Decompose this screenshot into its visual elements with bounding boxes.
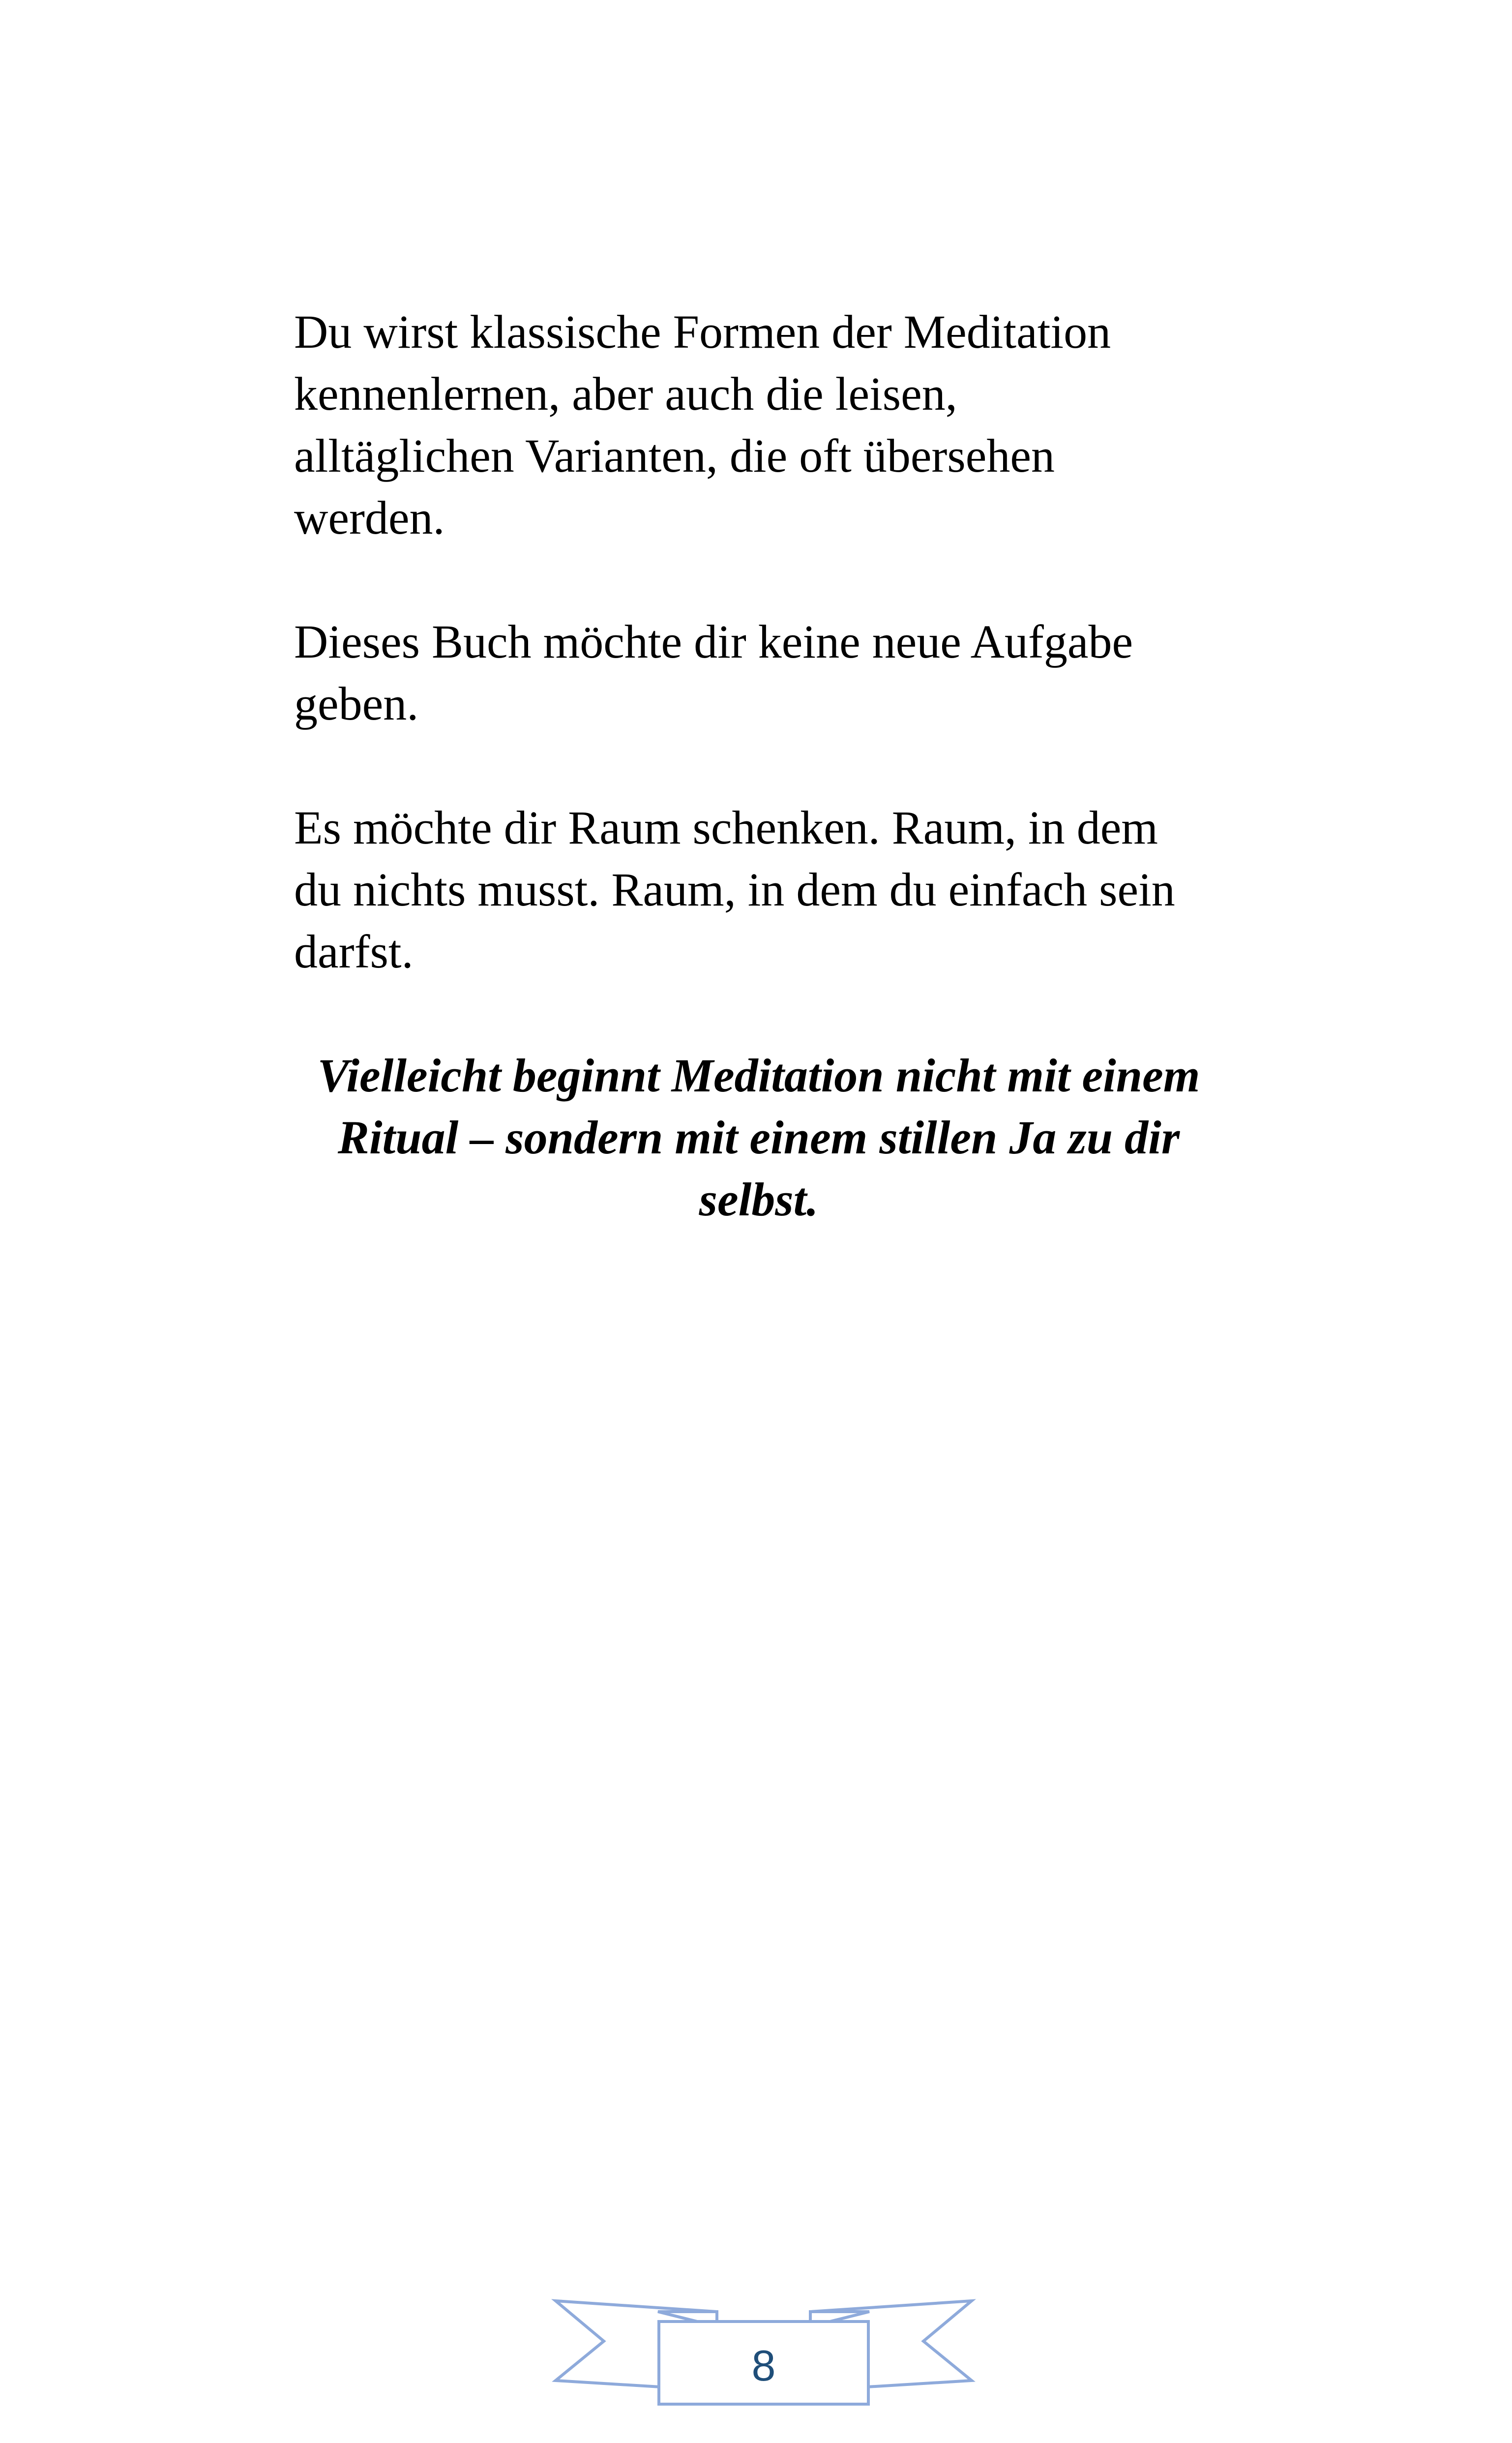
page-number: 8 [751,2341,776,2390]
paragraph-2: Dieses Buch möchte dir keine neue Aufgabe geben. [294,615,1133,730]
paragraph-1: Du wirst klassische Formen der Meditation kennenlernen, aber auch die leisen, alltäglichen Varianten, die oft übersehen werden. [294,305,1111,544]
page-body [294,301,1228,1231]
paragraph-3: Es möchte dir Raum schenken. Raum, in dem du nichts musst. Raum, in dem du einfach sein darfst. [294,801,1175,978]
closing-quote: Vielleicht beginnt Meditation nicht mit einem Ritual – sondern mit einem stillen Ja zu dir selbst. [317,1049,1200,1226]
